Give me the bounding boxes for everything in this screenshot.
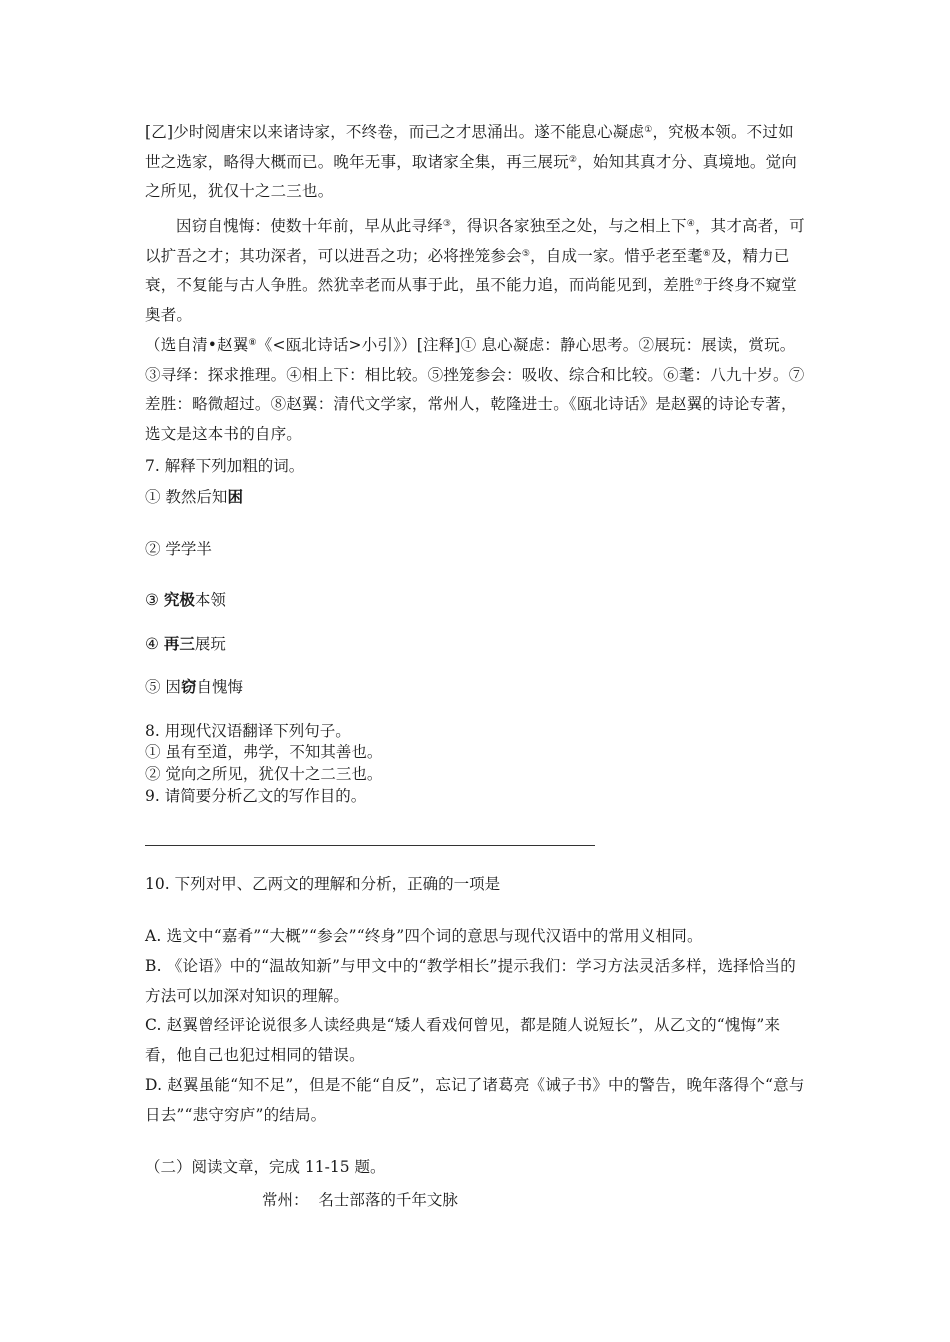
article-title: 常州： 名士部落的千年文脉 xyxy=(262,1191,458,1209)
passage-yi-paragraph-1: [乙]少时阅唐宋以来诸诗家，不终卷，而己之才思涌出。遂不能息心凝虑①，究极本领。不过如世之选家，略得大概而已。晚年无事，取诸家全集，再三展玩②，始知其真才分、真境地。觉向之所见，犹仅十之二三也。 xyxy=(145,123,797,201)
passage-source-and-notes: （选自清•赵翼⑧《<瓯北诗话>小引》）[注释]① 息心凝虑：静心思考。②展玩：展读，赏玩。③寻绎：探求推理。④相上下：相比较。⑤挫笼参会：吸收、综合和比较。⑥耄：八九十岁。⑦差胜：略微超过。⑧赵翼：清代文学家，常州人，乾隆进士。《瓯北诗话》是赵翼的诗论专著，选文是这本书的自序。 xyxy=(145,336,805,443)
question-9-title: 9. 请简要分析乙文的写作目的。 xyxy=(145,787,367,805)
footnote-marker: ① xyxy=(644,125,653,135)
footnote-marker: ② xyxy=(568,154,578,165)
answer-line xyxy=(145,845,595,846)
q10-option-d: D. 赵翼虽能“知不足”，但是不能“自反”，忘记了诸葛亮《诫子书》中的警告，晚年落得个“意与日去”“悲守穷庐”的结局。 xyxy=(145,1076,805,1124)
passage-yi-paragraph-2: 因窃自愧悔：使数十年前，早从此寻绎③，得识各家独至之处，与之相上下④，其才高者，可以扩吾之才；其功深者，可以进吾之功；必将挫笼参会⑤，自成一家。惜乎老至耄⑥及，精力已衰，不复能与古人争胜。然犹幸老而从事于此，虽不能力追，而尚能见到，差胜⑦于终身不窥堂奥者。 xyxy=(145,217,805,324)
q10-option-a: A. 选文中“嘉肴”“大概”“参会”“终身”四个词的意思与现代汉语中的常用义相同。 xyxy=(145,927,703,945)
footnote-marker: ④ xyxy=(686,219,695,229)
question-7-title: 7. 解释下列加粗的词。 xyxy=(145,457,305,475)
footnote-marker: ⑥ xyxy=(702,248,712,259)
q7-item-5: ⑤ 因窃自愧悔 xyxy=(145,677,243,696)
footnote-marker: ⑤ xyxy=(521,248,531,259)
footnote-marker: ③ xyxy=(442,219,452,229)
q10-option-c: C. 赵翼曾经评论说很多人读经典是“矮人看戏何曾见，都是随人说短长”，从乙文的“愧悔”来看，他自己也犯过相同的错误。 xyxy=(145,1016,781,1064)
q7-item-3: ③ 究极本领 xyxy=(145,590,226,609)
q7-item-1: ① 教然后知困 xyxy=(145,487,243,506)
q7-item-2: ② 学学半 xyxy=(145,540,212,558)
q7-item-4: ④ 再三展玩 xyxy=(145,634,226,653)
section-2-heading: （二）阅读文章，完成 11-15 题。 xyxy=(145,1158,386,1176)
q10-option-b: B. 《论语》中的“温故知新”与甲文中的“教学相长”提示我们：学习方法灵活多样，选择恰当的方法可以加深对知识的理解。 xyxy=(145,957,796,1005)
question-10-title: 10. 下列对甲、乙两文的理解和分析，正确的一项是 xyxy=(145,875,501,893)
question-8-title: 8. 用现代汉语翻译下列句子。 xyxy=(145,722,351,740)
q8-sentence-2: ② 觉向之所见，犹仅十之二三也。 xyxy=(145,765,383,783)
footnote-marker: ⑦ xyxy=(694,278,703,289)
footnote-marker: ⑧ xyxy=(248,338,257,348)
q8-sentence-1: ① 虽有至道，弗学，不知其善也。 xyxy=(145,743,383,761)
